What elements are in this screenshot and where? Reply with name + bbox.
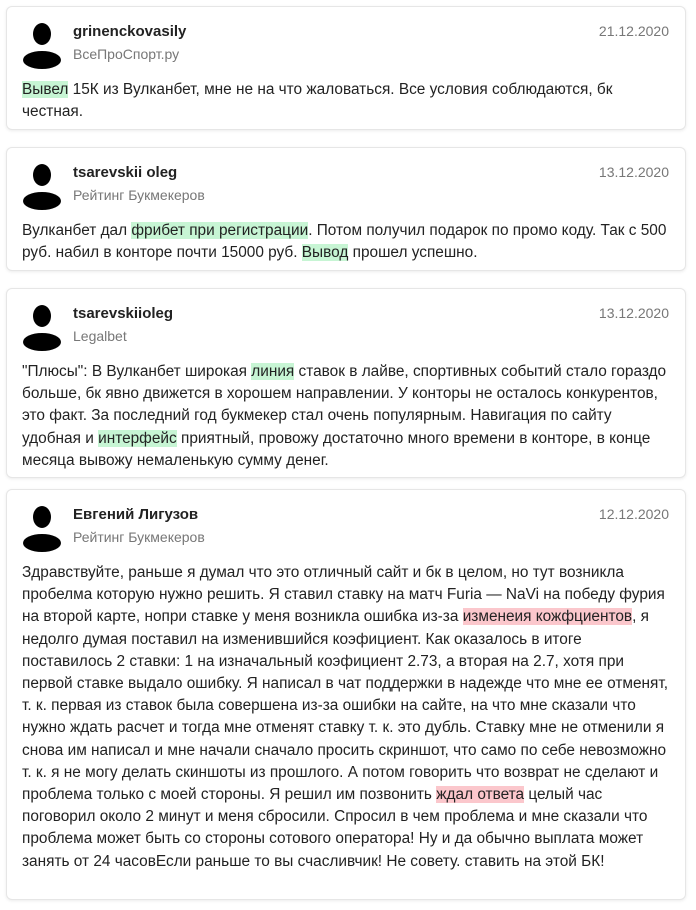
text-segment: , я недолго думая поставил на изменившийся коэфициент. Как оказалось в итоге поставилось 2 ставки: 1 на изначальный коэфициент 2.73, а вторая на 2.7, хотя при первой ставке выдало ошибку. Я написал в чат поддержки в надежде что мне ее отменят, т. к. первая из ставок была совершена из-за ошибки на сайте, на что мне сказали что нужно ждать расчет и тогда мне отменят ставку т. к. это дубль. Ставку мне не отменили я снова им написал и мне начали сначало просить скриншот, что само по себе невозможно т. к. я не могу делать скиншоты из прошлого. А потом говорить что возврат не сделают и проблема только с моей стороны. Я решил им позвонить bbox=[22, 608, 668, 804]
highlighted-phrase: интерфейс bbox=[98, 429, 177, 447]
review-card bbox=[6, 489, 686, 900]
highlighted-phrase: Вывел bbox=[22, 81, 69, 98]
review-text bbox=[22, 220, 669, 264]
text-segment: целый час поговорил около 2 минут и меня сбросили. Спросил в чем проблема и мне сказали что проблема может быть со стороны сотового оператора! Ну и да обычно выплата может занять от 24 часовЕсли раньше то вы счасливчик! Не совету. ставить на этой БК! bbox=[22, 786, 648, 870]
review-text bbox=[22, 79, 669, 123]
text-segment: 15К из Вулканбет, мне не на что жаловаться. Все условия соблюдаются, бк честная. bbox=[22, 81, 613, 121]
review-date: 13.12.2020 bbox=[598, 305, 669, 321]
review-source[interactable]: Рейтинг Букмекеров bbox=[73, 529, 205, 545]
review-header bbox=[22, 504, 669, 562]
user-avatar-icon bbox=[23, 164, 61, 210]
review-source[interactable]: ВсеПроСпорт.ру bbox=[73, 46, 180, 62]
highlighted-phrase: фрибет при регистрации bbox=[131, 222, 309, 239]
review-author[interactable]: tsarevskii oleg bbox=[73, 164, 178, 181]
text-segment: Здравствуйте, раньше я думал что это отличный сайт и бк в целом, но тут возникла пробелма которую нужно решить. Я ставил ставку на матч Furia — NaVi на победу фурия на второй карте, нопри ставке у меня возникла ошибка из-за bbox=[22, 564, 665, 626]
review-card bbox=[6, 147, 686, 271]
review-header bbox=[22, 162, 669, 220]
review-text bbox=[22, 562, 669, 873]
highlighted-phrase: Вывод bbox=[301, 244, 349, 262]
review-date: 21.12.2020 bbox=[598, 23, 669, 39]
text-segment: прошел успешно. bbox=[348, 244, 478, 262]
text-segment: "Плюсы": В Вулканбет широкая bbox=[22, 363, 252, 380]
user-avatar-icon bbox=[23, 506, 61, 552]
review-author[interactable]: grinenckovasily bbox=[73, 23, 187, 40]
review-header bbox=[22, 303, 669, 361]
review-author[interactable]: Евгений Лигузов bbox=[73, 506, 199, 523]
text-segment: . Потом получил подарок по промо коду. Так с 500 руб. набил в конторе почти 15000 руб. bbox=[22, 222, 667, 262]
highlighted-phrase: ждал ответа bbox=[436, 786, 525, 804]
review-text bbox=[22, 361, 669, 472]
review-card bbox=[6, 288, 686, 478]
review-date: 13.12.2020 bbox=[598, 164, 669, 180]
review-author[interactable]: tsarevskiioleg bbox=[73, 305, 174, 322]
text-segment: ставок в лайве, спортивных событий стало гораздо больше, бк явно движется в хорошем направлении. У конторы не осталось конкурентов, это факт. За последний год букмекер стал очень популярным. Навигация по сайту удобная и bbox=[22, 363, 667, 447]
review-date: 12.12.2020 bbox=[598, 506, 669, 522]
review-source[interactable]: Рейтинг Букмекеров bbox=[73, 187, 205, 203]
text-segment: приятный, провожу достаточно много времени в конторе, в конце месяца вывожу немаленькую сумму денег. bbox=[22, 429, 651, 469]
user-avatar-icon bbox=[23, 305, 61, 351]
highlighted-phrase: линия bbox=[251, 363, 295, 380]
highlighted-phrase: изменеия кожфциентов bbox=[462, 608, 633, 626]
user-avatar-icon bbox=[23, 23, 61, 69]
review-source[interactable]: Legalbet bbox=[73, 328, 127, 344]
review-header bbox=[22, 21, 669, 79]
review-card bbox=[6, 6, 686, 130]
text-segment: Вулканбет дал bbox=[22, 222, 132, 239]
